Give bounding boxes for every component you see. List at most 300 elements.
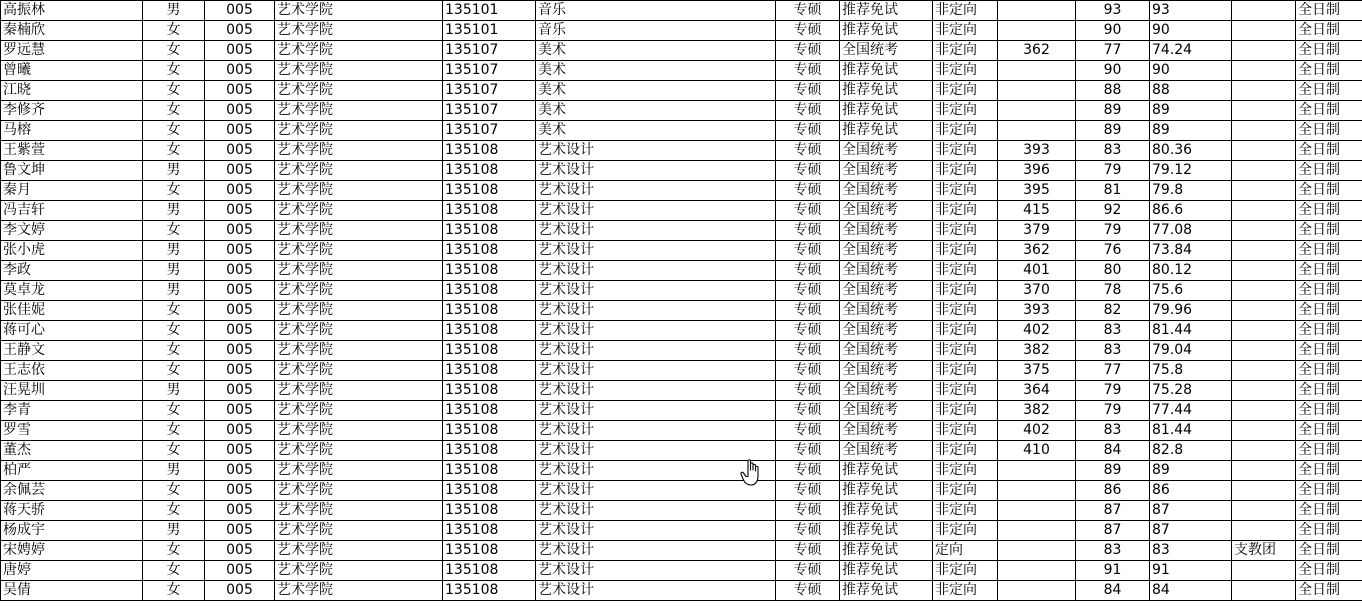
cell-total-score[interactable]: 81.44 [1150, 321, 1232, 341]
cell-orientation[interactable]: 非定向 [933, 181, 998, 201]
cell-total-score[interactable]: 91 [1150, 561, 1232, 581]
cell-initial-score[interactable]: 393 [998, 141, 1076, 161]
cell-major-code[interactable]: 135108 [443, 381, 536, 401]
cell-retest-score[interactable]: 91 [1076, 561, 1150, 581]
cell-retest-score[interactable]: 83 [1076, 141, 1150, 161]
cell-retest-score[interactable]: 83 [1076, 421, 1150, 441]
cell-gender[interactable]: 女 [143, 301, 205, 321]
cell-college[interactable]: 艺术学院 [275, 161, 443, 181]
cell-exam-type[interactable]: 全国统考 [840, 221, 933, 241]
cell-study-mode[interactable]: 全日制 [1296, 81, 1362, 101]
cell-initial-score[interactable]: 401 [998, 261, 1076, 281]
cell-remark[interactable] [1232, 521, 1296, 541]
cell-college-code[interactable]: 005 [205, 441, 275, 461]
cell-retest-score[interactable]: 90 [1076, 21, 1150, 41]
cell-remark[interactable] [1232, 1, 1296, 21]
cell-major[interactable]: 艺术设计 [536, 501, 776, 521]
cell-degree-type[interactable]: 专硕 [776, 221, 840, 241]
cell-orientation[interactable]: 非定向 [933, 161, 998, 181]
cell-remark[interactable] [1232, 321, 1296, 341]
cell-study-mode[interactable]: 全日制 [1296, 241, 1362, 261]
cell-degree-type[interactable]: 专硕 [776, 141, 840, 161]
cell-major[interactable]: 艺术设计 [536, 241, 776, 261]
cell-name[interactable]: 董杰 [1, 441, 143, 461]
cell-total-score[interactable]: 79.96 [1150, 301, 1232, 321]
cell-study-mode[interactable]: 全日制 [1296, 261, 1362, 281]
cell-major-code[interactable]: 135108 [443, 141, 536, 161]
cell-college-code[interactable]: 005 [205, 321, 275, 341]
cell-study-mode[interactable]: 全日制 [1296, 141, 1362, 161]
cell-major-code[interactable]: 135108 [443, 181, 536, 201]
cell-major[interactable]: 艺术设计 [536, 581, 776, 601]
cell-total-score[interactable]: 90 [1150, 21, 1232, 41]
cell-degree-type[interactable]: 专硕 [776, 581, 840, 601]
cell-name[interactable]: 高振林 [1, 1, 143, 21]
cell-orientation[interactable]: 非定向 [933, 21, 998, 41]
cell-major-code[interactable]: 135108 [443, 161, 536, 181]
cell-degree-type[interactable]: 专硕 [776, 381, 840, 401]
cell-retest-score[interactable]: 90 [1076, 61, 1150, 81]
cell-retest-score[interactable]: 79 [1076, 381, 1150, 401]
cell-college[interactable]: 艺术学院 [275, 321, 443, 341]
cell-total-score[interactable]: 90 [1150, 61, 1232, 81]
cell-college[interactable]: 艺术学院 [275, 241, 443, 261]
cell-total-score[interactable]: 93 [1150, 1, 1232, 21]
cell-major-code[interactable]: 135108 [443, 281, 536, 301]
cell-retest-score[interactable]: 83 [1076, 321, 1150, 341]
cell-orientation[interactable]: 非定向 [933, 421, 998, 441]
cell-major-code[interactable]: 135107 [443, 81, 536, 101]
cell-college[interactable]: 艺术学院 [275, 481, 443, 501]
cell-major[interactable]: 美术 [536, 81, 776, 101]
cell-degree-type[interactable]: 专硕 [776, 341, 840, 361]
cell-study-mode[interactable]: 全日制 [1296, 341, 1362, 361]
cell-retest-score[interactable]: 81 [1076, 181, 1150, 201]
cell-study-mode[interactable]: 全日制 [1296, 21, 1362, 41]
cell-major-code[interactable]: 135107 [443, 61, 536, 81]
cell-study-mode[interactable]: 全日制 [1296, 61, 1362, 81]
cell-major-code[interactable]: 135108 [443, 201, 536, 221]
cell-initial-score[interactable]: 396 [998, 161, 1076, 181]
cell-college[interactable]: 艺术学院 [275, 361, 443, 381]
cell-study-mode[interactable]: 全日制 [1296, 401, 1362, 421]
cell-degree-type[interactable]: 专硕 [776, 241, 840, 261]
cell-initial-score[interactable]: 402 [998, 421, 1076, 441]
cell-degree-type[interactable]: 专硕 [776, 321, 840, 341]
cell-college-code[interactable]: 005 [205, 141, 275, 161]
cell-major-code[interactable]: 135108 [443, 341, 536, 361]
cell-retest-score[interactable]: 77 [1076, 361, 1150, 381]
cell-remark[interactable] [1232, 421, 1296, 441]
cell-exam-type[interactable]: 推荐免试 [840, 481, 933, 501]
cell-study-mode[interactable]: 全日制 [1296, 181, 1362, 201]
cell-major-code[interactable]: 135108 [443, 541, 536, 561]
cell-exam-type[interactable]: 推荐免试 [840, 521, 933, 541]
cell-gender[interactable]: 女 [143, 341, 205, 361]
cell-remark[interactable] [1232, 141, 1296, 161]
cell-orientation[interactable]: 非定向 [933, 481, 998, 501]
cell-college[interactable]: 艺术学院 [275, 221, 443, 241]
cell-major[interactable]: 艺术设计 [536, 361, 776, 381]
cell-name[interactable]: 曾曦 [1, 61, 143, 81]
cell-exam-type[interactable]: 全国统考 [840, 181, 933, 201]
cell-major-code[interactable]: 135101 [443, 21, 536, 41]
cell-degree-type[interactable]: 专硕 [776, 281, 840, 301]
cell-major[interactable]: 艺术设计 [536, 321, 776, 341]
cell-orientation[interactable]: 非定向 [933, 441, 998, 461]
cell-major[interactable]: 美术 [536, 101, 776, 121]
cell-remark[interactable] [1232, 581, 1296, 601]
cell-name[interactable]: 李文婷 [1, 221, 143, 241]
cell-initial-score[interactable] [998, 521, 1076, 541]
cell-gender[interactable]: 男 [143, 461, 205, 481]
cell-exam-type[interactable]: 推荐免试 [840, 561, 933, 581]
cell-initial-score[interactable] [998, 581, 1076, 601]
cell-total-score[interactable]: 80.12 [1150, 261, 1232, 281]
cell-major[interactable]: 艺术设计 [536, 521, 776, 541]
cell-orientation[interactable]: 非定向 [933, 501, 998, 521]
cell-exam-type[interactable]: 全国统考 [840, 381, 933, 401]
cell-initial-score[interactable]: 370 [998, 281, 1076, 301]
cell-college-code[interactable]: 005 [205, 241, 275, 261]
cell-study-mode[interactable]: 全日制 [1296, 381, 1362, 401]
cell-retest-score[interactable]: 84 [1076, 441, 1150, 461]
cell-study-mode[interactable]: 全日制 [1296, 301, 1362, 321]
cell-gender[interactable]: 女 [143, 361, 205, 381]
cell-exam-type[interactable]: 推荐免试 [840, 121, 933, 141]
cell-major[interactable]: 音乐 [536, 1, 776, 21]
cell-college-code[interactable]: 005 [205, 181, 275, 201]
cell-retest-score[interactable]: 87 [1076, 501, 1150, 521]
cell-gender[interactable]: 女 [143, 441, 205, 461]
cell-degree-type[interactable]: 专硕 [776, 101, 840, 121]
cell-orientation[interactable]: 非定向 [933, 221, 998, 241]
cell-name[interactable]: 杨成宇 [1, 521, 143, 541]
cell-exam-type[interactable]: 全国统考 [840, 441, 933, 461]
cell-college[interactable]: 艺术学院 [275, 1, 443, 21]
cell-college[interactable]: 艺术学院 [275, 461, 443, 481]
cell-study-mode[interactable]: 全日制 [1296, 561, 1362, 581]
cell-total-score[interactable]: 81.44 [1150, 421, 1232, 441]
cell-study-mode[interactable]: 全日制 [1296, 541, 1362, 561]
cell-orientation[interactable]: 非定向 [933, 401, 998, 421]
cell-gender[interactable]: 男 [143, 241, 205, 261]
cell-initial-score[interactable]: 410 [998, 441, 1076, 461]
cell-orientation[interactable]: 非定向 [933, 461, 998, 481]
cell-study-mode[interactable]: 全日制 [1296, 221, 1362, 241]
cell-college-code[interactable]: 005 [205, 301, 275, 321]
cell-college-code[interactable]: 005 [205, 201, 275, 221]
cell-remark[interactable] [1232, 181, 1296, 201]
cell-remark[interactable] [1232, 81, 1296, 101]
cell-major-code[interactable]: 135108 [443, 221, 536, 241]
cell-remark[interactable] [1232, 301, 1296, 321]
cell-name[interactable]: 秦月 [1, 181, 143, 201]
cell-major-code[interactable]: 135101 [443, 1, 536, 21]
cell-orientation[interactable]: 非定向 [933, 301, 998, 321]
cell-gender[interactable]: 女 [143, 321, 205, 341]
cell-exam-type[interactable]: 全国统考 [840, 141, 933, 161]
cell-college[interactable]: 艺术学院 [275, 61, 443, 81]
cell-study-mode[interactable]: 全日制 [1296, 161, 1362, 181]
cell-major-code[interactable]: 135108 [443, 461, 536, 481]
cell-remark[interactable] [1232, 261, 1296, 281]
cell-orientation[interactable]: 非定向 [933, 41, 998, 61]
cell-major-code[interactable]: 135107 [443, 121, 536, 141]
cell-initial-score[interactable] [998, 1, 1076, 21]
cell-retest-score[interactable]: 80 [1076, 261, 1150, 281]
cell-exam-type[interactable]: 推荐免试 [840, 81, 933, 101]
cell-exam-type[interactable]: 全国统考 [840, 321, 933, 341]
cell-college-code[interactable]: 005 [205, 481, 275, 501]
cell-degree-type[interactable]: 专硕 [776, 521, 840, 541]
cell-gender[interactable]: 女 [143, 501, 205, 521]
cell-name[interactable]: 马榕 [1, 121, 143, 141]
cell-exam-type[interactable]: 推荐免试 [840, 541, 933, 561]
cell-major[interactable]: 艺术设计 [536, 141, 776, 161]
cell-gender[interactable]: 女 [143, 21, 205, 41]
cell-name[interactable]: 余佩芸 [1, 481, 143, 501]
cell-college-code[interactable]: 005 [205, 101, 275, 121]
cell-initial-score[interactable] [998, 541, 1076, 561]
cell-college[interactable]: 艺术学院 [275, 561, 443, 581]
cell-orientation[interactable]: 非定向 [933, 81, 998, 101]
cell-total-score[interactable]: 86.6 [1150, 201, 1232, 221]
cell-retest-score[interactable]: 83 [1076, 341, 1150, 361]
cell-initial-score[interactable] [998, 61, 1076, 81]
cell-major-code[interactable]: 135108 [443, 521, 536, 541]
cell-name[interactable]: 蒋天骄 [1, 501, 143, 521]
cell-study-mode[interactable]: 全日制 [1296, 421, 1362, 441]
cell-exam-type[interactable]: 推荐免试 [840, 101, 933, 121]
cell-college[interactable]: 艺术学院 [275, 401, 443, 421]
cell-study-mode[interactable]: 全日制 [1296, 361, 1362, 381]
cell-retest-score[interactable]: 88 [1076, 81, 1150, 101]
cell-major[interactable]: 艺术设计 [536, 541, 776, 561]
cell-retest-score[interactable]: 82 [1076, 301, 1150, 321]
cell-retest-score[interactable]: 87 [1076, 521, 1150, 541]
cell-total-score[interactable]: 80.36 [1150, 141, 1232, 161]
cell-study-mode[interactable]: 全日制 [1296, 101, 1362, 121]
cell-initial-score[interactable] [998, 481, 1076, 501]
cell-name[interactable]: 李政 [1, 261, 143, 281]
cell-total-score[interactable]: 82.8 [1150, 441, 1232, 461]
cell-remark[interactable] [1232, 201, 1296, 221]
cell-degree-type[interactable]: 专硕 [776, 461, 840, 481]
cell-total-score[interactable]: 75.6 [1150, 281, 1232, 301]
cell-college[interactable]: 艺术学院 [275, 121, 443, 141]
cell-college-code[interactable]: 005 [205, 381, 275, 401]
cell-initial-score[interactable] [998, 81, 1076, 101]
cell-exam-type[interactable]: 推荐免试 [840, 1, 933, 21]
cell-remark[interactable] [1232, 381, 1296, 401]
cell-orientation[interactable]: 非定向 [933, 321, 998, 341]
cell-gender[interactable]: 女 [143, 141, 205, 161]
cell-initial-score[interactable] [998, 101, 1076, 121]
cell-remark[interactable] [1232, 41, 1296, 61]
cell-gender[interactable]: 女 [143, 41, 205, 61]
cell-initial-score[interactable] [998, 561, 1076, 581]
cell-gender[interactable]: 女 [143, 101, 205, 121]
cell-degree-type[interactable]: 专硕 [776, 21, 840, 41]
cell-major[interactable]: 艺术设计 [536, 381, 776, 401]
cell-college-code[interactable]: 005 [205, 561, 275, 581]
cell-major-code[interactable]: 135108 [443, 301, 536, 321]
cell-name[interactable]: 王紫萱 [1, 141, 143, 161]
cell-initial-score[interactable]: 364 [998, 381, 1076, 401]
cell-gender[interactable]: 男 [143, 1, 205, 21]
cell-orientation[interactable]: 定向 [933, 541, 998, 561]
cell-orientation[interactable]: 非定向 [933, 201, 998, 221]
cell-name[interactable]: 宋娉婷 [1, 541, 143, 561]
cell-remark[interactable] [1232, 221, 1296, 241]
cell-major-code[interactable]: 135108 [443, 481, 536, 501]
cell-college[interactable]: 艺术学院 [275, 341, 443, 361]
cell-name[interactable]: 柏严 [1, 461, 143, 481]
cell-orientation[interactable]: 非定向 [933, 561, 998, 581]
cell-study-mode[interactable]: 全日制 [1296, 201, 1362, 221]
cell-exam-type[interactable]: 全国统考 [840, 41, 933, 61]
cell-total-score[interactable]: 79.8 [1150, 181, 1232, 201]
cell-study-mode[interactable]: 全日制 [1296, 441, 1362, 461]
cell-initial-score[interactable]: 415 [998, 201, 1076, 221]
cell-gender[interactable]: 男 [143, 201, 205, 221]
cell-orientation[interactable]: 非定向 [933, 341, 998, 361]
cell-degree-type[interactable]: 专硕 [776, 401, 840, 421]
cell-major[interactable]: 美术 [536, 121, 776, 141]
cell-major[interactable]: 艺术设计 [536, 421, 776, 441]
cell-degree-type[interactable]: 专硕 [776, 201, 840, 221]
cell-exam-type[interactable]: 全国统考 [840, 401, 933, 421]
cell-name[interactable]: 江晓 [1, 81, 143, 101]
cell-orientation[interactable]: 非定向 [933, 281, 998, 301]
cell-total-score[interactable]: 89 [1150, 101, 1232, 121]
cell-major[interactable]: 艺术设计 [536, 461, 776, 481]
cell-orientation[interactable]: 非定向 [933, 521, 998, 541]
cell-exam-type[interactable]: 推荐免试 [840, 581, 933, 601]
cell-degree-type[interactable]: 专硕 [776, 1, 840, 21]
cell-total-score[interactable]: 75.28 [1150, 381, 1232, 401]
cell-gender[interactable]: 女 [143, 421, 205, 441]
cell-degree-type[interactable]: 专硕 [776, 441, 840, 461]
cell-gender[interactable]: 男 [143, 261, 205, 281]
cell-degree-type[interactable]: 专硕 [776, 301, 840, 321]
cell-college-code[interactable]: 005 [205, 261, 275, 281]
cell-retest-score[interactable]: 89 [1076, 461, 1150, 481]
cell-remark[interactable] [1232, 121, 1296, 141]
cell-initial-score[interactable]: 382 [998, 341, 1076, 361]
cell-name[interactable]: 冯吉轩 [1, 201, 143, 221]
cell-college[interactable]: 艺术学院 [275, 21, 443, 41]
cell-total-score[interactable]: 88 [1150, 81, 1232, 101]
cell-gender[interactable]: 女 [143, 541, 205, 561]
cell-college[interactable]: 艺术学院 [275, 181, 443, 201]
cell-orientation[interactable]: 非定向 [933, 61, 998, 81]
cell-exam-type[interactable]: 推荐免试 [840, 461, 933, 481]
cell-total-score[interactable]: 83 [1150, 541, 1232, 561]
cell-total-score[interactable]: 74.24 [1150, 41, 1232, 61]
cell-name[interactable]: 李青 [1, 401, 143, 421]
cell-name[interactable]: 莫卓龙 [1, 281, 143, 301]
cell-college-code[interactable]: 005 [205, 221, 275, 241]
cell-gender[interactable]: 女 [143, 61, 205, 81]
cell-college[interactable]: 艺术学院 [275, 581, 443, 601]
cell-college[interactable]: 艺术学院 [275, 541, 443, 561]
cell-name[interactable]: 罗雪 [1, 421, 143, 441]
cell-gender[interactable]: 男 [143, 521, 205, 541]
cell-total-score[interactable]: 86 [1150, 481, 1232, 501]
cell-total-score[interactable]: 87 [1150, 501, 1232, 521]
cell-college-code[interactable]: 005 [205, 361, 275, 381]
cell-college-code[interactable]: 005 [205, 401, 275, 421]
cell-initial-score[interactable]: 362 [998, 41, 1076, 61]
cell-retest-score[interactable]: 76 [1076, 241, 1150, 261]
cell-college-code[interactable]: 005 [205, 521, 275, 541]
cell-initial-score[interactable] [998, 461, 1076, 481]
cell-remark[interactable] [1232, 341, 1296, 361]
cell-gender[interactable]: 女 [143, 81, 205, 101]
cell-major[interactable]: 艺术设计 [536, 201, 776, 221]
cell-degree-type[interactable]: 专硕 [776, 261, 840, 281]
cell-orientation[interactable]: 非定向 [933, 121, 998, 141]
cell-retest-score[interactable]: 93 [1076, 1, 1150, 21]
cell-orientation[interactable]: 非定向 [933, 241, 998, 261]
cell-college[interactable]: 艺术学院 [275, 41, 443, 61]
cell-orientation[interactable]: 非定向 [933, 261, 998, 281]
cell-total-score[interactable]: 79.12 [1150, 161, 1232, 181]
cell-degree-type[interactable]: 专硕 [776, 81, 840, 101]
cell-retest-score[interactable]: 86 [1076, 481, 1150, 501]
cell-gender[interactable]: 女 [143, 121, 205, 141]
cell-major[interactable]: 艺术设计 [536, 441, 776, 461]
cell-major[interactable]: 艺术设计 [536, 161, 776, 181]
cell-exam-type[interactable]: 全国统考 [840, 301, 933, 321]
cell-retest-score[interactable]: 78 [1076, 281, 1150, 301]
cell-college[interactable]: 艺术学院 [275, 281, 443, 301]
cell-major[interactable]: 艺术设计 [536, 261, 776, 281]
cell-initial-score[interactable] [998, 121, 1076, 141]
cell-remark[interactable] [1232, 401, 1296, 421]
cell-total-score[interactable]: 77.44 [1150, 401, 1232, 421]
cell-degree-type[interactable]: 专硕 [776, 421, 840, 441]
cell-name[interactable]: 鲁文坤 [1, 161, 143, 181]
cell-exam-type[interactable]: 全国统考 [840, 361, 933, 381]
cell-exam-type[interactable]: 全国统考 [840, 421, 933, 441]
cell-name[interactable]: 蒋可心 [1, 321, 143, 341]
cell-degree-type[interactable]: 专硕 [776, 541, 840, 561]
cell-college-code[interactable]: 005 [205, 1, 275, 21]
cell-college[interactable]: 艺术学院 [275, 261, 443, 281]
cell-exam-type[interactable]: 全国统考 [840, 241, 933, 261]
cell-orientation[interactable]: 非定向 [933, 141, 998, 161]
cell-name[interactable]: 汪晃圳 [1, 381, 143, 401]
cell-college-code[interactable]: 005 [205, 41, 275, 61]
cell-gender[interactable]: 男 [143, 281, 205, 301]
cell-study-mode[interactable]: 全日制 [1296, 41, 1362, 61]
cell-major-code[interactable]: 135108 [443, 421, 536, 441]
cell-major[interactable]: 艺术设计 [536, 301, 776, 321]
cell-college[interactable]: 艺术学院 [275, 421, 443, 441]
cell-orientation[interactable]: 非定向 [933, 1, 998, 21]
cell-college-code[interactable]: 005 [205, 281, 275, 301]
cell-college[interactable]: 艺术学院 [275, 81, 443, 101]
cell-remark[interactable]: 支教团 [1232, 541, 1296, 561]
cell-remark[interactable] [1232, 361, 1296, 381]
cell-study-mode[interactable]: 全日制 [1296, 581, 1362, 601]
cell-name[interactable]: 王静文 [1, 341, 143, 361]
cell-exam-type[interactable]: 全国统考 [840, 161, 933, 181]
cell-name[interactable]: 张佳妮 [1, 301, 143, 321]
